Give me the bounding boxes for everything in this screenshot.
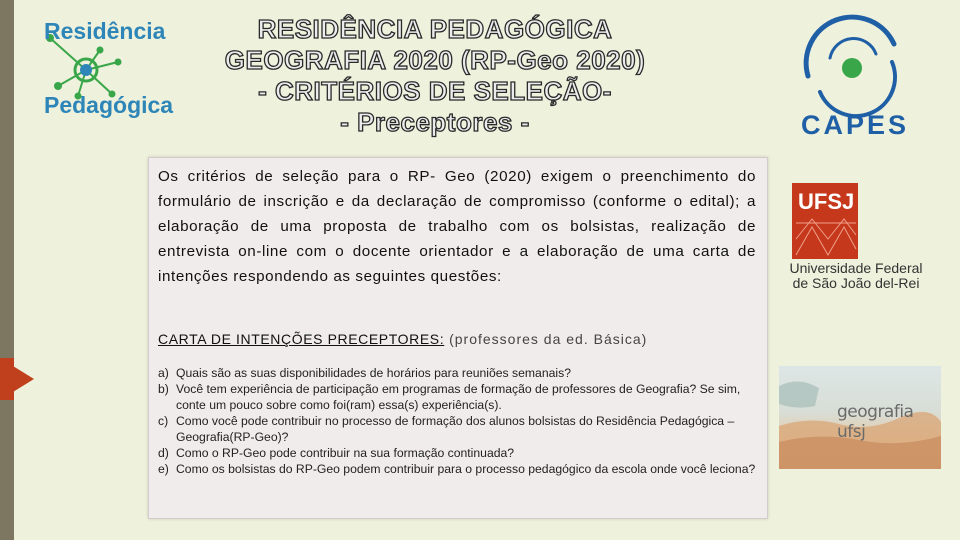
- page-title: [200, 14, 670, 138]
- ufsj-logo: [792, 183, 858, 259]
- question-text: Como os bolsistas do RP-Geo podem contribuir para o processo pedagógico da escola onde você leciona?: [176, 462, 756, 476]
- list-item: [158, 413, 762, 445]
- ufsj-caption-line-2: de São João del-Rei: [792, 275, 920, 291]
- left-decorative-bar: [0, 0, 14, 540]
- left-arrow-marker: [0, 358, 34, 400]
- rp-logo-bottom-text: Pedagógica: [44, 92, 174, 118]
- geografia-ufsj-image: [779, 366, 941, 469]
- intro-paragraph: Os critérios de seleção para o RP- Geo (2020) exigem o preenchimento do formulário de inscrição e da declaração de compromisso (conforme o edital); a elaboração de uma proposta de trabalho com os bolsistas, realização de entrevista on-line com o docente orientador e a elaboração de uma carta de intenções respondendo as seguintes questões:: [158, 168, 756, 285]
- list-item: [158, 365, 762, 381]
- list-marker: a): [158, 366, 169, 380]
- list-marker: d): [158, 446, 169, 460]
- content-box: [148, 157, 768, 519]
- question-text: Como você pode contribuir no processo de formação dos alunos bolsistas do Residência Pedagógica – Geografia(RP-Geo)?: [176, 414, 735, 444]
- title-line-2: GEOGRAFIA 2020 (RP-Geo 2020): [224, 45, 646, 75]
- list-item: [158, 381, 762, 413]
- title-line-3: - CRITÉRIOS DE SELEÇÃO-: [258, 76, 612, 106]
- question-text: Quais são as suas disponibilidades de horários para reuniões semanais?: [176, 366, 571, 380]
- list-item: [158, 461, 762, 477]
- capes-logo-text: CAPES: [800, 110, 910, 139]
- title-line-1: RESIDÊNCIA PEDAGÓGICA: [257, 14, 613, 44]
- list-item: [158, 445, 762, 461]
- list-marker: c): [158, 414, 169, 428]
- list-marker: b): [158, 382, 169, 396]
- carta-title: CARTA DE INTENÇÕES PRECEPTORES:: [158, 331, 445, 347]
- ufsj-caption-line-1: Universidade Federal: [789, 260, 923, 276]
- carta-heading: [158, 331, 647, 347]
- capes-logo: [790, 14, 920, 139]
- capes-logo-graphic: [790, 14, 920, 139]
- title-line-4: - Preceptores -: [340, 107, 530, 137]
- question-text: Como o RP-Geo pode contribuir na sua formação continuada?: [176, 446, 515, 460]
- carta-subtitle: (professores da ed. Básica): [444, 331, 648, 347]
- residencia-pedagogica-logo: [38, 12, 178, 122]
- list-marker: e): [158, 462, 169, 476]
- ufsj-caption: [786, 261, 926, 291]
- geografia-ufsj-text: geografia ufsj: [837, 402, 914, 442]
- question-text: Você tem experiência de participação em programas de formação de professores de Geografia? Se sim, conte um pouco sobre como foi(ram) essa(s) experiência(s).: [176, 382, 741, 412]
- ufsj-logo-text: UFSJ: [798, 189, 855, 214]
- ufsj-logo-pattern: [792, 183, 858, 259]
- questions-list: [158, 365, 762, 477]
- rp-logo-top-text: Residência: [44, 18, 166, 44]
